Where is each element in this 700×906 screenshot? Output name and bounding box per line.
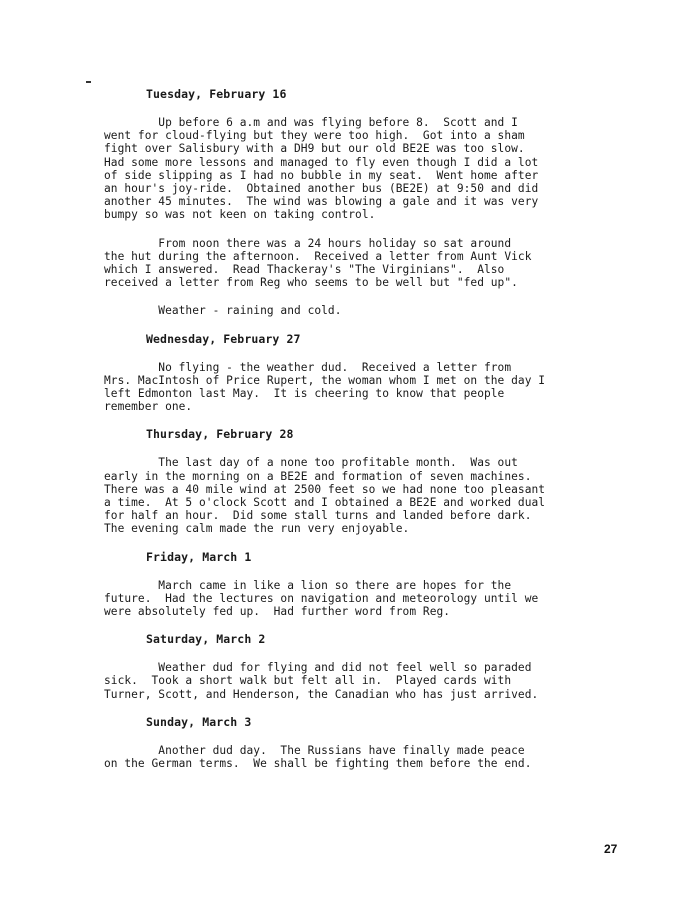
diary-entry <box>104 716 614 770</box>
entry-heading: Wednesday, February 27 <box>146 331 301 346</box>
entry-heading: Saturday, March 2 <box>146 632 266 647</box>
entry-paragraph: Weather - raining and cold. <box>104 304 342 318</box>
entry-paragraph: No flying - the weather dud. Received a letter from Mrs. MacIntosh of Price Rupert, the woman whom I met on the day I left Edmonton last May. It is cheering to know that people remember one. <box>104 360 546 414</box>
diary-content <box>104 88 614 785</box>
entry-heading: Friday, March 1 <box>146 549 252 564</box>
diary-entry <box>104 428 614 535</box>
entry-paragraph: March came in like a lion so there are hopes for the future. Had the lectures on navigation and meteorology until we were absolutely fed up. Had further word from Reg. <box>104 578 539 619</box>
entry-paragraph: Another dud day. The Russians have finally made peace on the German terms. We shall be fighting them before the end. <box>104 743 532 771</box>
diary-entry <box>104 88 614 318</box>
diary-entry <box>104 633 614 701</box>
entry-heading: Sunday, March 3 <box>146 714 252 729</box>
entry-heading: Thursday, February 28 <box>146 427 294 442</box>
stray-mark <box>86 81 91 83</box>
diary-entry <box>104 551 614 619</box>
entry-paragraph: From noon there was a 24 hours holiday so sat around the hut during the afternoon. Received a letter from Aunt Vick which I answered. Read Thackeray's "The Virginians". Also received a letter from Reg who seems to be well but "fed up". <box>104 236 532 290</box>
diary-entry <box>104 333 614 414</box>
entry-heading: Tuesday, February 16 <box>146 87 287 101</box>
page-number: 27 <box>604 842 618 856</box>
entry-paragraph: Weather dud for flying and did not feel well so paraded sick. Took a short walk but felt all in. Played cards with Turner, Scott, and Henderson, the Canadian who has just arrived. <box>104 661 539 701</box>
entry-paragraph: The last day of a none too profitable month. Was out early in the morning on a BE2E and formation of seven machines. There was a 40 mile wind at 2500 feet so we had none too pleasant a time. At 5 o'clock Scott and I obtained a BE2E and worked dual for half an hour. Did some stall turns and landed before dark. The evening calm made the run very enjoyable. <box>104 456 546 536</box>
entry-paragraph: Up before 6 a.m and was flying before 8. Scott and I went for cloud-flying but they were too high. Got into a sham fight over Salisbury with a DH9 but our old BE2E was too slow. Had some more lessons and managed to fly even though I did a lot of side slipping as I had no bubble in my seat. Went home after an hour's joy-ride. Obtained another bus (BE2E) at 9:50 and did another 45 minutes. The wind was blowing a gale and it was very bumpy so was not keen on taking control. <box>104 116 539 222</box>
